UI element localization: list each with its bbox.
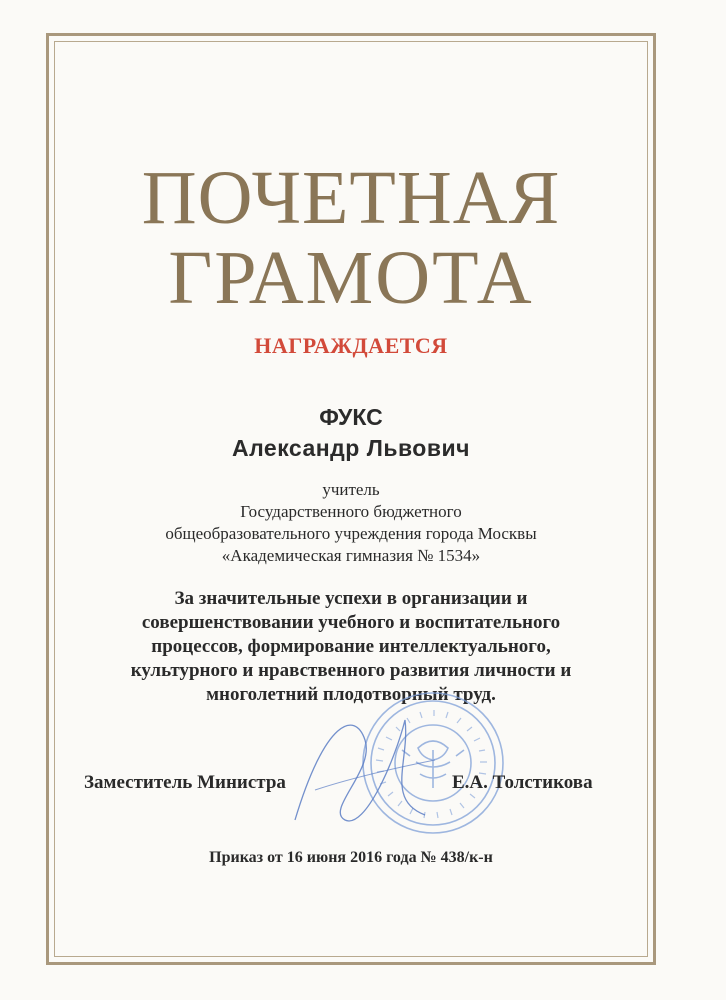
merit-line: многолетний плодотворный труд.	[206, 684, 496, 705]
title-line-2: ГРАМОТА	[168, 236, 534, 320]
title-line-1: ПОЧЕТНАЯ	[141, 156, 561, 240]
merit-line: совершенствовании учебного и воспитательного	[141, 612, 561, 633]
merit-line: процессов, формирование интеллектуального,	[151, 636, 551, 657]
signatory-title: Заместитель Министра	[84, 772, 286, 793]
position-line: Государственного бюджетного	[240, 502, 462, 521]
position-line: «Академическая гимназия № 1534»	[221, 546, 481, 565]
signatory-name: Е.А. Толстикова	[452, 772, 593, 793]
merit-line: За значительные успехи в организации и	[174, 588, 528, 609]
position-line: общеобразовательного учреждения города Москвы	[165, 524, 537, 543]
order-reference: Приказ от 16 июня 2016 года № 438/к-н	[209, 849, 493, 866]
recipient-surname: ФУКС	[319, 404, 383, 430]
merit-line: культурного и нравственного развития личности и	[130, 660, 572, 681]
recipient-given-names: Александр Львович	[231, 435, 470, 461]
signature-icon	[285, 700, 445, 840]
awarded-label: НАГРАЖДАЕТСЯ	[254, 333, 448, 358]
position-line: учитель	[322, 480, 380, 499]
